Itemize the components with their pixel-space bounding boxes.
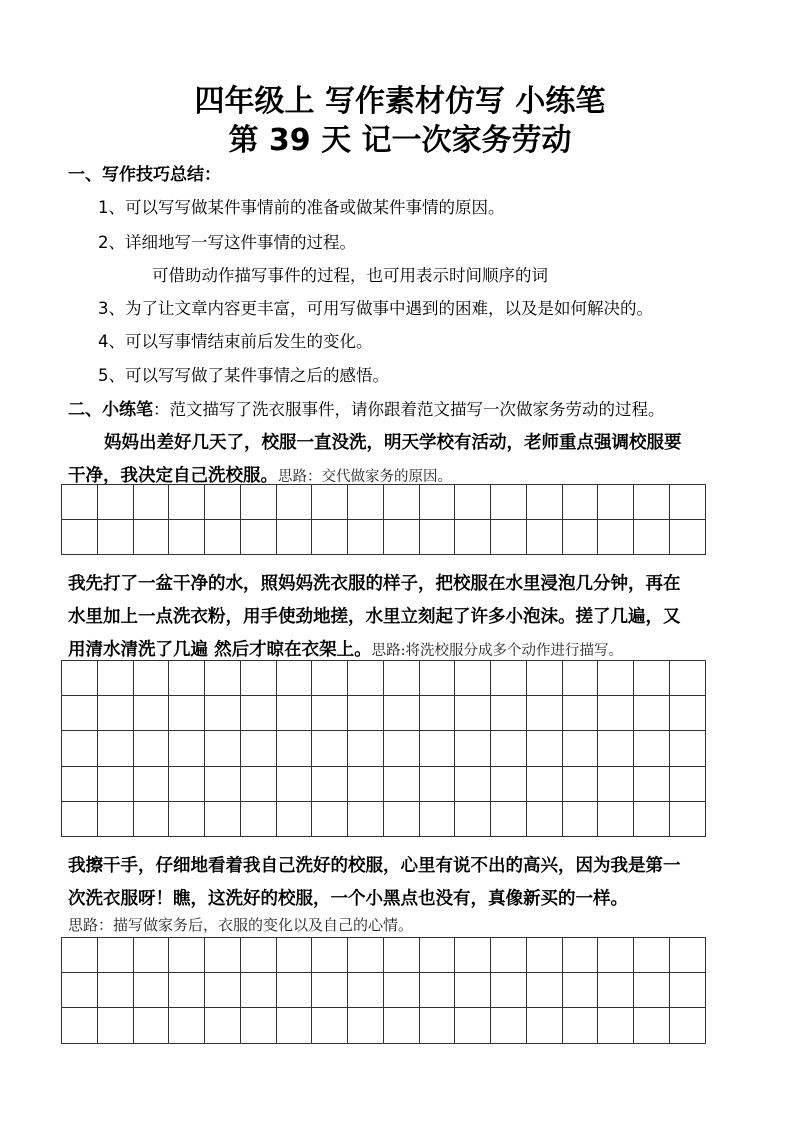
grid-cell[interactable]: [277, 938, 313, 973]
grid-cell[interactable]: [563, 1008, 599, 1043]
grid-cell[interactable]: [62, 696, 98, 731]
grid-cell[interactable]: [98, 485, 134, 520]
grid-cell[interactable]: [241, 661, 277, 696]
grid-cell[interactable]: [491, 696, 527, 731]
grid-cell[interactable]: [312, 802, 348, 837]
grid-cell[interactable]: [634, 696, 670, 731]
grid-cell[interactable]: [312, 696, 348, 731]
grid-cell[interactable]: [205, 1008, 241, 1043]
grid-cell[interactable]: [563, 802, 599, 837]
grid-cell[interactable]: [348, 520, 384, 555]
grid-cell[interactable]: [312, 485, 348, 520]
grid-cell[interactable]: [348, 485, 384, 520]
grid-cell[interactable]: [491, 520, 527, 555]
grid-cell[interactable]: [134, 661, 170, 696]
grid-cell[interactable]: [455, 973, 491, 1008]
grid-row: [62, 802, 706, 837]
grid-cell[interactable]: [169, 696, 205, 731]
grid-cell[interactable]: [384, 485, 420, 520]
grid-cell[interactable]: [134, 802, 170, 837]
grid-cell[interactable]: [527, 802, 563, 837]
tip-item-3: 3、为了让文章内容更丰富，可用写做事中遇到的困难，以及是如何解决的。: [98, 299, 653, 318]
grid-cell[interactable]: [205, 731, 241, 766]
grid-cell[interactable]: [384, 696, 420, 731]
grid-cell[interactable]: [455, 802, 491, 837]
grid-cell[interactable]: [634, 485, 670, 520]
grid-cell[interactable]: [169, 802, 205, 837]
grid-cell[interactable]: [134, 520, 170, 555]
grid-cell[interactable]: [384, 520, 420, 555]
grid-cell[interactable]: [420, 938, 456, 973]
grid-cell[interactable]: [491, 973, 527, 1008]
grid-cell[interactable]: [277, 731, 313, 766]
grid-cell[interactable]: [277, 485, 313, 520]
grid-cell[interactable]: [598, 520, 634, 555]
grid-row: [62, 485, 706, 520]
grid-cell[interactable]: [348, 731, 384, 766]
passage-1-hint: 思路：交代做家务的原因。: [278, 469, 452, 485]
grid-cell[interactable]: [491, 802, 527, 837]
grid-cell[interactable]: [634, 1008, 670, 1043]
grid-cell[interactable]: [169, 973, 205, 1008]
grid-cell[interactable]: [598, 802, 634, 837]
grid-cell[interactable]: [598, 1008, 634, 1043]
grid-cell[interactable]: [527, 1008, 563, 1043]
passage-1-line-1: 妈妈出差好几天了，校服一直没洗，明天学校有活动，老师重点强调校服要: [104, 433, 682, 453]
tip-item-2: 2、详细地写一写这件事情的过程。: [98, 233, 356, 252]
tip-item-5: 5、可以写写做了某件事情之后的感悟。: [98, 366, 389, 385]
grid-cell[interactable]: [98, 696, 134, 731]
grid-cell[interactable]: [205, 520, 241, 555]
grid-cell[interactable]: [420, 696, 456, 731]
passage-2-hint: 思路:将洗校服分成多个动作进行描写。: [371, 643, 623, 659]
grid-cell[interactable]: [205, 696, 241, 731]
grid-cell[interactable]: [241, 485, 277, 520]
grid-cell[interactable]: [670, 802, 706, 837]
grid-cell[interactable]: [384, 802, 420, 837]
grid-cell[interactable]: [277, 520, 313, 555]
title-line-2: 第 39 天 记一次家务劳动: [228, 123, 572, 158]
grid-cell[interactable]: [169, 661, 205, 696]
grid-cell[interactable]: [134, 938, 170, 973]
grid-cell[interactable]: [634, 661, 670, 696]
grid-cell[interactable]: [384, 731, 420, 766]
grid-cell[interactable]: [670, 661, 706, 696]
grid-cell[interactable]: [420, 485, 456, 520]
section-1-heading: 一、写作技巧总结：: [68, 165, 221, 185]
grid-cell[interactable]: [491, 731, 527, 766]
grid-cell[interactable]: [491, 485, 527, 520]
grid-cell[interactable]: [98, 731, 134, 766]
grid-cell[interactable]: [420, 973, 456, 1008]
grid-cell[interactable]: [169, 1008, 205, 1043]
grid-row: [62, 696, 706, 731]
writing-grid-3[interactable]: [61, 937, 706, 1044]
grid-cell[interactable]: [241, 520, 277, 555]
grid-cell[interactable]: [455, 938, 491, 973]
grid-cell[interactable]: [277, 973, 313, 1008]
grid-cell[interactable]: [670, 731, 706, 766]
grid-cell[interactable]: [491, 767, 527, 802]
grid-cell[interactable]: [62, 1008, 98, 1043]
grid-cell[interactable]: [598, 973, 634, 1008]
grid-cell[interactable]: [98, 973, 134, 1008]
grid-cell[interactable]: [62, 661, 98, 696]
grid-cell[interactable]: [62, 938, 98, 973]
grid-cell[interactable]: [563, 767, 599, 802]
passage-1-line-2: 干净，我决定自己洗校服。思路：交代做家务的原因。: [68, 466, 452, 486]
grid-cell[interactable]: [134, 696, 170, 731]
grid-cell[interactable]: [670, 696, 706, 731]
grid-cell[interactable]: [348, 973, 384, 1008]
grid-cell[interactable]: [62, 731, 98, 766]
grid-cell[interactable]: [277, 767, 313, 802]
grid-cell[interactable]: [491, 661, 527, 696]
grid-cell[interactable]: [598, 938, 634, 973]
grid-cell[interactable]: [98, 802, 134, 837]
grid-row: [62, 520, 706, 555]
grid-cell[interactable]: [241, 767, 277, 802]
grid-row: [62, 767, 706, 802]
grid-cell[interactable]: [205, 802, 241, 837]
grid-cell[interactable]: [634, 767, 670, 802]
grid-cell[interactable]: [62, 802, 98, 837]
grid-cell[interactable]: [634, 802, 670, 837]
grid-cell[interactable]: [670, 938, 706, 973]
grid-cell[interactable]: [169, 938, 205, 973]
grid-cell[interactable]: [348, 696, 384, 731]
grid-cell[interactable]: [62, 485, 98, 520]
grid-cell[interactable]: [277, 696, 313, 731]
grid-row: [62, 661, 706, 696]
grid-cell[interactable]: [205, 938, 241, 973]
grid-cell[interactable]: [670, 767, 706, 802]
grid-cell[interactable]: [455, 661, 491, 696]
grid-cell[interactable]: [169, 485, 205, 520]
grid-cell[interactable]: [384, 767, 420, 802]
passage-2-line-3: 用清水清洗了几遍 然后才晾在衣架上。思路:将洗校服分成多个动作进行描写。: [68, 640, 623, 660]
grid-cell[interactable]: [455, 485, 491, 520]
grid-cell[interactable]: [384, 1008, 420, 1043]
tip-item-1: 1、可以写写做某件事情前的准备或做某件事情的原因。: [98, 198, 505, 217]
grid-cell[interactable]: [205, 661, 241, 696]
grid-cell[interactable]: [420, 1008, 456, 1043]
grid-cell[interactable]: [598, 767, 634, 802]
grid-cell[interactable]: [527, 485, 563, 520]
grid-cell[interactable]: [312, 973, 348, 1008]
grid-cell[interactable]: [98, 767, 134, 802]
grid-cell[interactable]: [134, 973, 170, 1008]
grid-cell[interactable]: [134, 731, 170, 766]
grid-cell[interactable]: [62, 520, 98, 555]
grid-cell[interactable]: [312, 767, 348, 802]
tip-item-4: 4、可以写事情结束前后发生的变化。: [98, 332, 373, 351]
section-2-line: [68, 395, 665, 420]
grid-cell[interactable]: [420, 731, 456, 766]
grid-cell[interactable]: [420, 767, 456, 802]
grid-cell[interactable]: [598, 731, 634, 766]
tip-item-2-note: 可借助动作描写事件的过程，也可用表示时间顺序的词: [152, 266, 548, 285]
grid-cell[interactable]: [384, 938, 420, 973]
grid-cell[interactable]: [241, 731, 277, 766]
grid-cell[interactable]: [205, 973, 241, 1008]
grid-cell[interactable]: [455, 520, 491, 555]
grid-cell[interactable]: [348, 661, 384, 696]
grid-cell[interactable]: [527, 696, 563, 731]
passage-3-line-2: 次洗衣服呀！瞧，这洗好的校服，一个小黑点也没有，真像新买的一样。: [68, 889, 628, 909]
grid-cell[interactable]: [241, 1008, 277, 1043]
grid-row: [62, 731, 706, 766]
grid-cell[interactable]: [634, 938, 670, 973]
grid-cell[interactable]: [62, 973, 98, 1008]
grid-row: [62, 938, 706, 973]
grid-cell[interactable]: [598, 661, 634, 696]
grid-cell[interactable]: [563, 485, 599, 520]
grid-cell[interactable]: [205, 767, 241, 802]
grid-cell[interactable]: [598, 696, 634, 731]
grid-cell[interactable]: [169, 767, 205, 802]
grid-cell[interactable]: [134, 767, 170, 802]
grid-cell[interactable]: [98, 520, 134, 555]
grid-cell[interactable]: [670, 485, 706, 520]
grid-cell[interactable]: [527, 973, 563, 1008]
passage-2-line-1: 我先打了一盆干净的水，照妈妈洗衣服的样子，把校服在水里浸泡几分钟，再在: [68, 574, 681, 594]
grid-cell[interactable]: [384, 661, 420, 696]
grid-cell[interactable]: [241, 696, 277, 731]
grid-cell[interactable]: [169, 731, 205, 766]
section-2-heading: 二、小练笔: [68, 400, 153, 420]
grid-cell[interactable]: [455, 767, 491, 802]
grid-cell[interactable]: [312, 938, 348, 973]
grid-cell[interactable]: [491, 1008, 527, 1043]
grid-cell[interactable]: [241, 802, 277, 837]
grid-cell[interactable]: [527, 767, 563, 802]
grid-cell[interactable]: [670, 520, 706, 555]
grid-cell[interactable]: [491, 938, 527, 973]
grid-cell[interactable]: [420, 520, 456, 555]
title-line-1: 四年级上 写作素材仿写 小练笔: [194, 84, 606, 119]
grid-cell[interactable]: [312, 661, 348, 696]
grid-cell[interactable]: [527, 938, 563, 973]
grid-cell[interactable]: [348, 767, 384, 802]
grid-cell[interactable]: [98, 661, 134, 696]
grid-cell[interactable]: [634, 731, 670, 766]
grid-cell[interactable]: [563, 973, 599, 1008]
grid-cell[interactable]: [277, 1008, 313, 1043]
grid-cell[interactable]: [563, 731, 599, 766]
grid-cell[interactable]: [420, 802, 456, 837]
grid-cell[interactable]: [348, 802, 384, 837]
grid-cell[interactable]: [420, 661, 456, 696]
grid-cell[interactable]: [563, 520, 599, 555]
grid-cell[interactable]: [634, 973, 670, 1008]
grid-cell[interactable]: [277, 802, 313, 837]
grid-cell[interactable]: [98, 938, 134, 973]
grid-cell[interactable]: [241, 973, 277, 1008]
grid-cell[interactable]: [634, 520, 670, 555]
grid-cell[interactable]: [348, 938, 384, 973]
grid-cell[interactable]: [348, 1008, 384, 1043]
grid-row: [62, 973, 706, 1008]
grid-cell[interactable]: [169, 520, 205, 555]
grid-cell[interactable]: [384, 973, 420, 1008]
writing-grid-1[interactable]: [61, 484, 706, 555]
grid-cell[interactable]: [62, 767, 98, 802]
grid-cell[interactable]: [670, 973, 706, 1008]
passage-3-line-1: 我擦干手，仔细地看着我自己洗好的校服，心里有说不出的高兴，因为我是第一: [68, 856, 681, 876]
grid-cell[interactable]: [312, 731, 348, 766]
section-2-intro: ：范文描写了洗衣服事件，请你跟着范文描写一次做家务劳动的过程。: [153, 400, 665, 419]
grid-cell[interactable]: [241, 938, 277, 973]
grid-cell[interactable]: [455, 731, 491, 766]
grid-cell[interactable]: [455, 696, 491, 731]
grid-cell[interactable]: [205, 485, 241, 520]
grid-cell[interactable]: [563, 661, 599, 696]
grid-cell[interactable]: [563, 696, 599, 731]
grid-cell[interactable]: [527, 661, 563, 696]
grid-cell[interactable]: [455, 1008, 491, 1043]
grid-cell[interactable]: [527, 731, 563, 766]
grid-row: [62, 1008, 706, 1043]
grid-cell[interactable]: [563, 938, 599, 973]
grid-cell[interactable]: [134, 485, 170, 520]
grid-cell[interactable]: [312, 520, 348, 555]
writing-grid-2[interactable]: [61, 660, 706, 837]
grid-cell[interactable]: [134, 1008, 170, 1043]
passage-3-hint: 思路：描写做家务后，衣服的变化以及自己的心情。: [68, 916, 414, 934]
grid-cell[interactable]: [598, 485, 634, 520]
passage-2-line-2: 水里加上一点洗衣粉，用手使劲地搓，水里立刻起了许多小泡沫。搓了几遍，又: [68, 607, 681, 627]
grid-cell[interactable]: [670, 1008, 706, 1043]
grid-cell[interactable]: [277, 661, 313, 696]
grid-cell[interactable]: [98, 1008, 134, 1043]
grid-cell[interactable]: [312, 1008, 348, 1043]
grid-cell[interactable]: [527, 520, 563, 555]
